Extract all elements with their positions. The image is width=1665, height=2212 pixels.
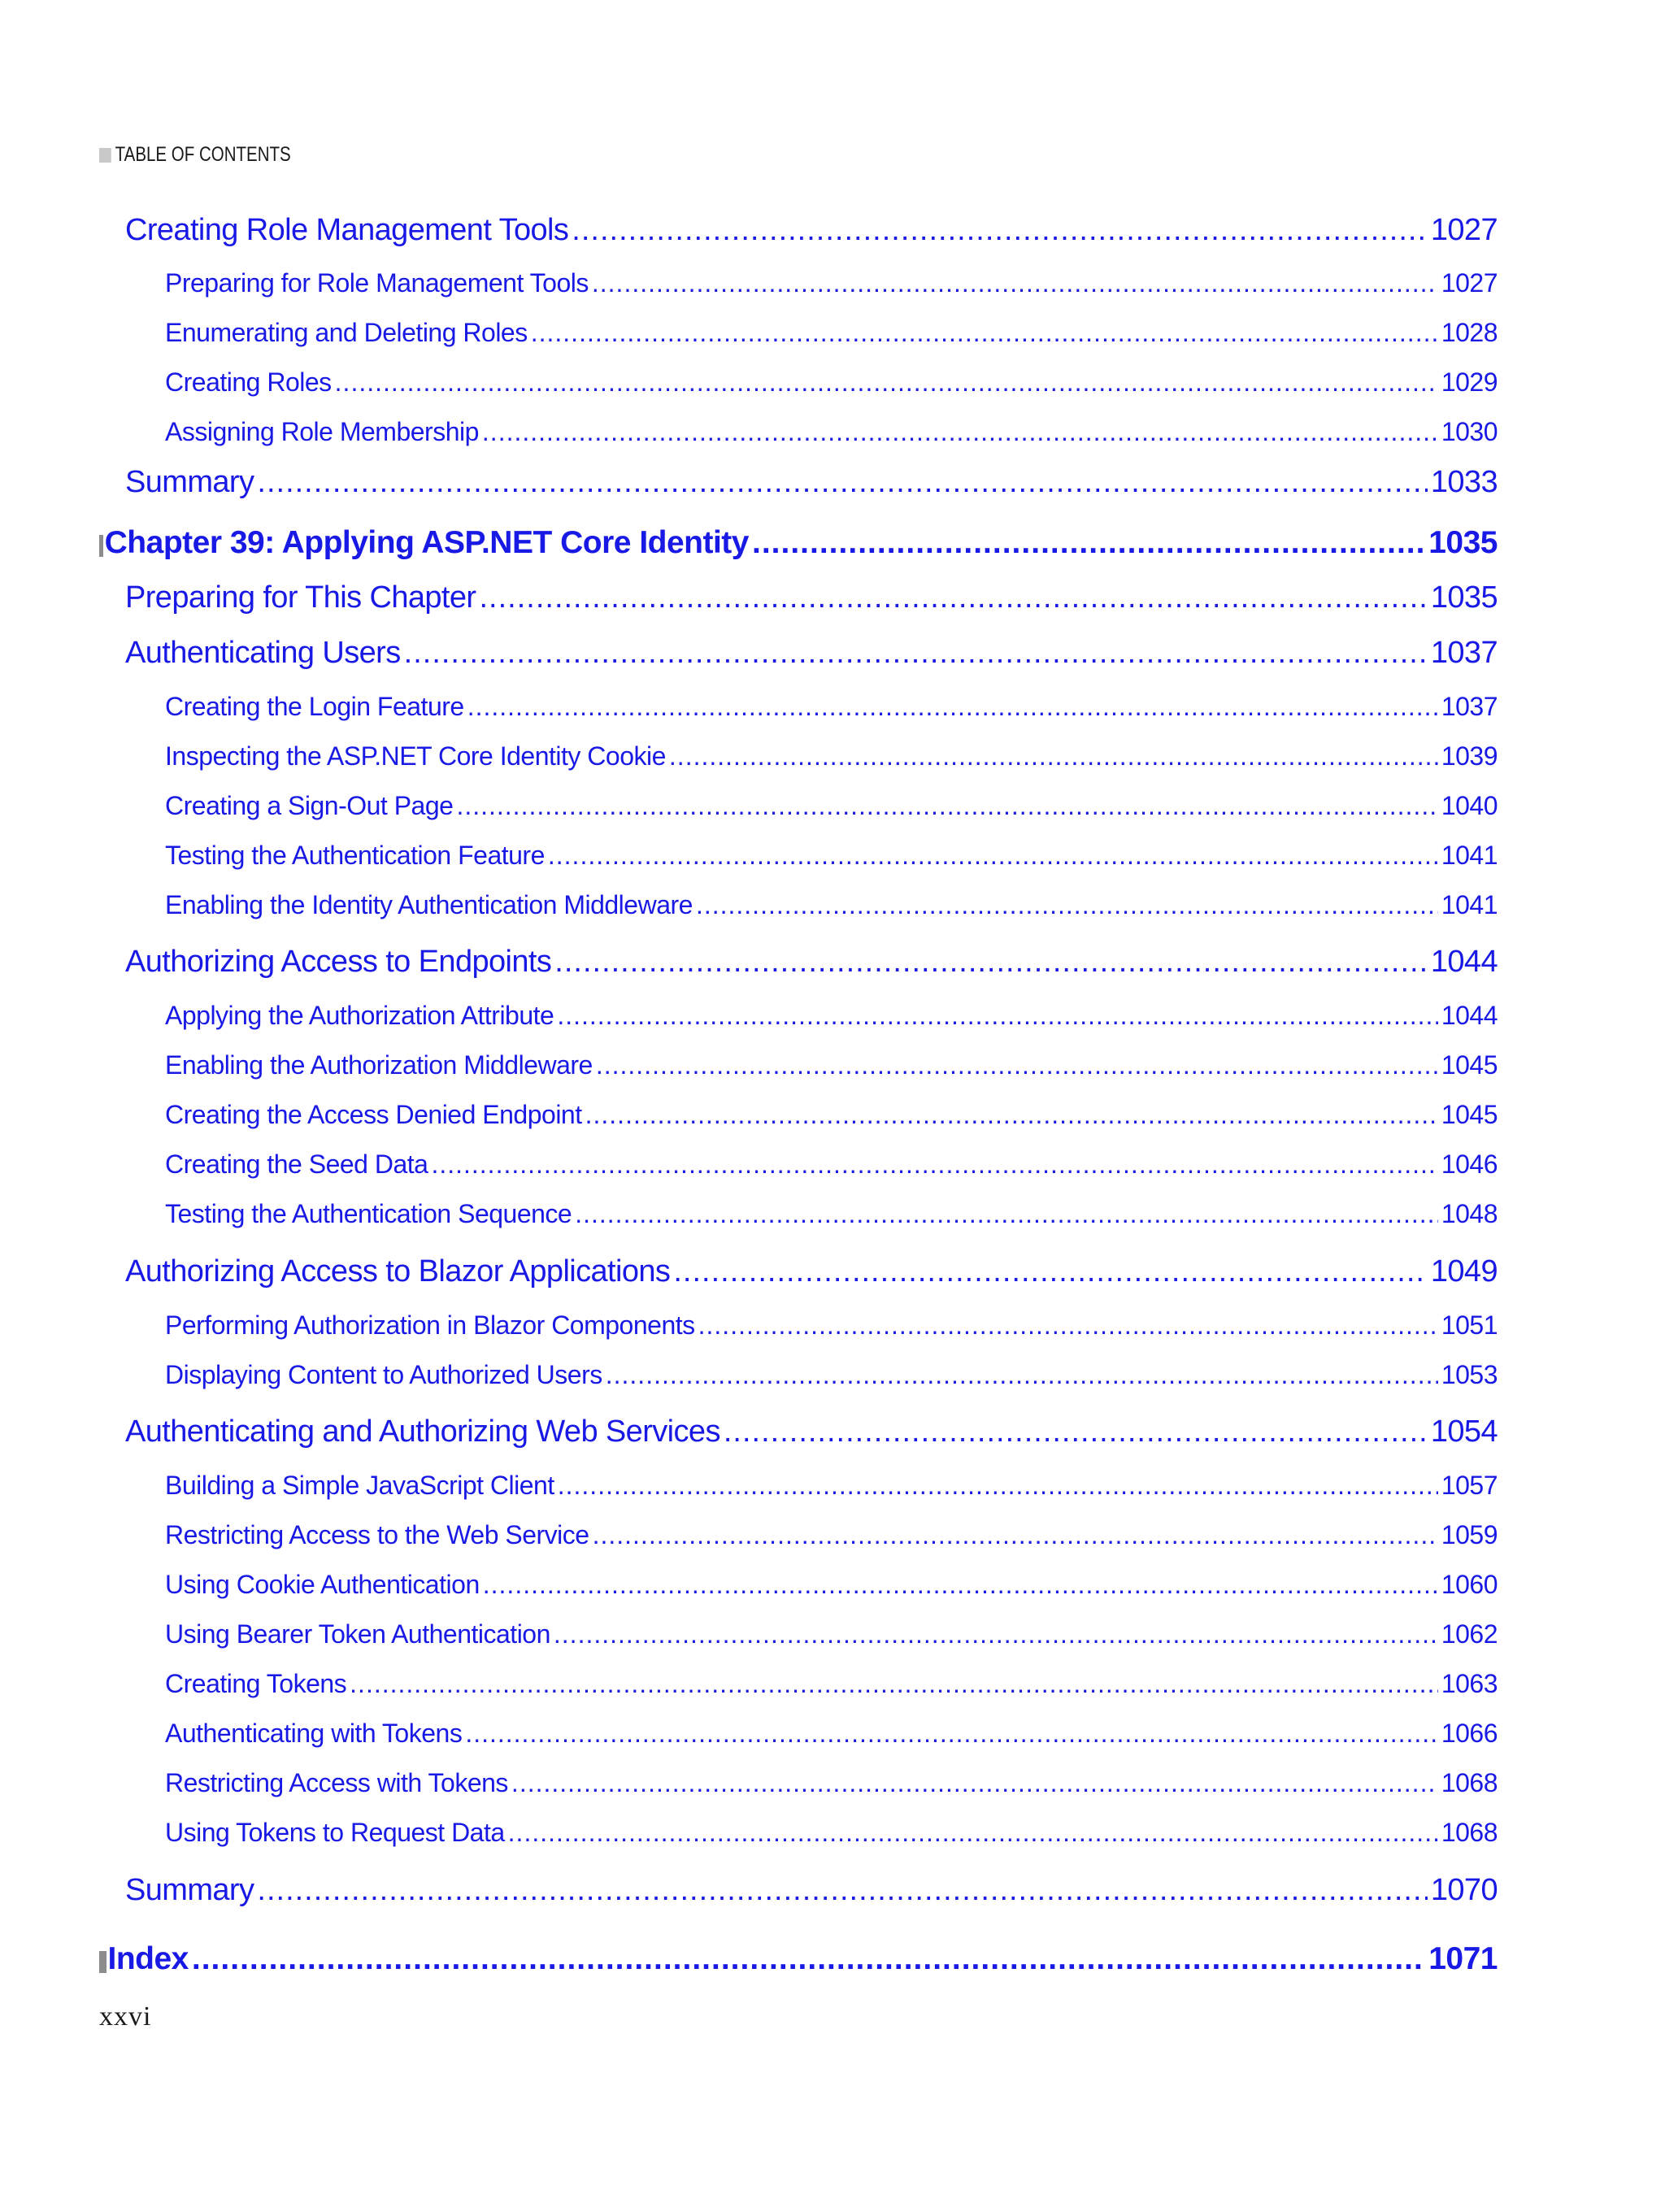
- dot-leader: [548, 841, 1438, 871]
- toc-entry[interactable]: [99, 525, 1498, 566]
- toc-entry-title[interactable]: Using Cookie Authentication: [165, 1570, 480, 1599]
- toc-entry-title[interactable]: Enabling the Authorization Middleware: [165, 1050, 593, 1080]
- toc-entry-title[interactable]: Building a Simple JavaScript Client: [165, 1471, 554, 1500]
- toc-entry[interactable]: [165, 1669, 1498, 1703]
- toc-entry-page[interactable]: 1059: [1441, 1520, 1498, 1549]
- toc-entry-title[interactable]: Using Bearer Token Authentication: [165, 1619, 550, 1649]
- toc-entry-title[interactable]: Displaying Content to Authorized Users: [165, 1360, 602, 1389]
- toc-entry-title[interactable]: Restricting Access to the Web Service: [165, 1520, 589, 1549]
- toc-entry-title[interactable]: Creating Role Management Tools: [125, 213, 569, 247]
- toc-entry-title[interactable]: Enumerating and Deleting Roles: [165, 318, 528, 347]
- toc-entry[interactable]: [165, 1199, 1498, 1233]
- toc-entry-page[interactable]: 1039: [1441, 741, 1498, 771]
- toc-entry-title[interactable]: Authorizing Access to Blazor Applications: [125, 1254, 671, 1289]
- toc-entry-page[interactable]: 1054: [1430, 1415, 1498, 1449]
- toc-entry[interactable]: [165, 417, 1498, 451]
- toc-entry[interactable]: [165, 1570, 1498, 1604]
- toc-entry-title[interactable]: Preparing for This Chapter: [125, 580, 476, 615]
- running-header: [99, 143, 291, 167]
- chapter-marker-icon: [99, 1951, 107, 1973]
- toc-entry-title[interactable]: Index: [107, 1941, 189, 1976]
- toc-entry[interactable]: [165, 1050, 1498, 1084]
- toc-entry-page[interactable]: 1068: [1441, 1818, 1498, 1847]
- toc-entry-page[interactable]: 1037: [1441, 692, 1498, 721]
- toc-entry-title[interactable]: Restricting Access with Tokens: [165, 1768, 508, 1797]
- toc-entry[interactable]: [125, 580, 1498, 619]
- header-square-icon: [99, 148, 111, 163]
- toc-entry[interactable]: [165, 1768, 1498, 1802]
- toc-entry-page[interactable]: 1060: [1441, 1570, 1498, 1599]
- dot-leader: [572, 213, 1428, 248]
- toc-entry[interactable]: [165, 1818, 1498, 1852]
- toc-entry-title[interactable]: Applying the Authorization Attribute: [165, 1001, 554, 1030]
- toc-entry-page[interactable]: 1029: [1441, 367, 1498, 397]
- dot-leader: [192, 1941, 1425, 1977]
- toc-entry-page[interactable]: 1053: [1441, 1360, 1498, 1389]
- toc-entry-page[interactable]: 1051: [1441, 1310, 1498, 1340]
- toc-entry[interactable]: [165, 741, 1498, 776]
- dot-leader: [404, 636, 1428, 671]
- toc-entry-page[interactable]: 1046: [1441, 1149, 1498, 1179]
- toc-entry[interactable]: [165, 318, 1498, 352]
- toc-entry-title[interactable]: Chapter 39: Applying ASP.NET Core Identity: [104, 525, 749, 560]
- toc-entry-page[interactable]: 1037: [1430, 636, 1498, 670]
- toc-entry[interactable]: [165, 1001, 1498, 1035]
- toc-entry-page[interactable]: 1027: [1441, 268, 1498, 298]
- toc-entry-page[interactable]: 1041: [1441, 890, 1498, 919]
- toc-entry-page[interactable]: 1066: [1441, 1719, 1498, 1748]
- toc-entry-page[interactable]: 1071: [1428, 1941, 1498, 1976]
- dot-leader: [593, 1520, 1438, 1550]
- toc-entry[interactable]: [125, 465, 1498, 504]
- toc-entry-title[interactable]: Inspecting the ASP.NET Core Identity Cookie: [165, 741, 666, 771]
- toc-entry-page[interactable]: 1048: [1441, 1199, 1498, 1228]
- dot-leader: [350, 1669, 1438, 1699]
- toc-entry[interactable]: [165, 1719, 1498, 1753]
- dot-leader: [554, 1619, 1438, 1649]
- dot-leader: [606, 1360, 1438, 1390]
- dot-leader: [431, 1149, 1437, 1180]
- toc-entry-page[interactable]: 1045: [1441, 1050, 1498, 1080]
- toc-entry-title[interactable]: Creating the Access Denied Endpoint: [165, 1100, 582, 1129]
- toc-entry[interactable]: [165, 1471, 1498, 1505]
- toc-entry-page[interactable]: 1027: [1430, 213, 1498, 247]
- toc-entry[interactable]: [165, 1100, 1498, 1134]
- toc-entry-title[interactable]: Testing the Authentication Feature: [165, 841, 545, 870]
- toc-entry-title[interactable]: Creating Roles: [165, 367, 332, 397]
- toc-entry-page[interactable]: 1049: [1430, 1254, 1498, 1289]
- toc-entry-title[interactable]: Assigning Role Membership: [165, 417, 479, 446]
- toc-entry[interactable]: [165, 268, 1498, 302]
- dot-leader: [585, 1100, 1438, 1130]
- toc-entry-page[interactable]: 1070: [1430, 1873, 1498, 1907]
- toc-entry[interactable]: [125, 1254, 1498, 1293]
- dot-leader: [465, 1719, 1438, 1749]
- dot-leader: [558, 1471, 1438, 1501]
- dot-leader: [479, 580, 1427, 615]
- toc-entry-page[interactable]: 1045: [1441, 1100, 1498, 1129]
- toc-entry[interactable]: [165, 692, 1498, 726]
- dot-leader: [257, 465, 1427, 500]
- toc-entry-title[interactable]: Creating the Seed Data: [165, 1149, 428, 1179]
- toc-entry-page[interactable]: 1035: [1430, 580, 1498, 615]
- toc-entry-title[interactable]: Testing the Authentication Sequence: [165, 1199, 572, 1228]
- toc-entry[interactable]: [125, 213, 1498, 252]
- toc-entry-page[interactable]: 1044: [1441, 1001, 1498, 1030]
- toc-entry-title[interactable]: Creating a Sign-Out Page: [165, 791, 454, 820]
- dot-leader: [592, 268, 1438, 298]
- toc-entry-title[interactable]: Creating Tokens: [165, 1669, 347, 1698]
- toc-entry-title[interactable]: Performing Authorization in Blazor Components: [165, 1310, 695, 1340]
- dot-leader: [554, 945, 1428, 980]
- toc-entry[interactable]: [165, 1149, 1498, 1184]
- running-header-title: TABLE OF CONTENTS: [115, 143, 291, 166]
- toc-entry[interactable]: [165, 367, 1498, 402]
- dot-leader: [467, 692, 1438, 722]
- toc-entry-page[interactable]: 1030: [1441, 417, 1498, 446]
- toc-entry[interactable]: [125, 636, 1498, 675]
- toc-entry-page[interactable]: 1057: [1441, 1471, 1498, 1500]
- toc-entry-title[interactable]: Authorizing Access to Endpoints: [125, 945, 552, 979]
- toc-entry[interactable]: [165, 841, 1498, 875]
- toc-entry-title[interactable]: Enabling the Identity Authentication Middleware: [165, 890, 693, 919]
- dot-leader: [669, 741, 1438, 771]
- toc-entry-page[interactable]: 1035: [1428, 525, 1498, 560]
- toc-entry[interactable]: [165, 791, 1498, 825]
- dot-leader: [456, 791, 1437, 821]
- dot-leader: [482, 417, 1438, 447]
- toc-entry[interactable]: [165, 1310, 1498, 1345]
- toc-entry[interactable]: [99, 1941, 1498, 1982]
- dot-leader: [335, 367, 1438, 398]
- toc-entry-page[interactable]: 1040: [1441, 791, 1498, 820]
- toc-entry-page[interactable]: 1033: [1430, 465, 1498, 499]
- toc-entry-page[interactable]: 1028: [1441, 318, 1498, 347]
- dot-leader: [752, 525, 1425, 561]
- dot-leader: [483, 1570, 1438, 1600]
- toc-entry-title[interactable]: Summary: [125, 1873, 254, 1907]
- chapter-marker-icon: [99, 535, 103, 557]
- page-number: xxvi: [99, 2001, 152, 2032]
- toc-entry-title[interactable]: Using Tokens to Request Data: [165, 1818, 505, 1847]
- toc-entry[interactable]: [125, 1873, 1498, 1912]
- toc-entry[interactable]: [125, 945, 1498, 984]
- toc-entry-page[interactable]: 1063: [1441, 1669, 1498, 1698]
- toc-entry-title[interactable]: Authenticating Users: [125, 636, 401, 670]
- toc-entry-page[interactable]: 1041: [1441, 841, 1498, 870]
- toc-entry-page[interactable]: 1062: [1441, 1619, 1498, 1649]
- toc-entry[interactable]: [125, 1415, 1498, 1454]
- dot-leader: [596, 1050, 1438, 1080]
- dot-leader: [508, 1818, 1438, 1848]
- dot-leader: [257, 1873, 1427, 1908]
- toc-entry-title[interactable]: Authenticating with Tokens: [165, 1719, 463, 1748]
- dot-leader: [698, 1310, 1438, 1341]
- toc-entry-title[interactable]: Preparing for Role Management Tools: [165, 268, 589, 298]
- toc-entry-title[interactable]: Creating the Login Feature: [165, 692, 464, 721]
- toc-entry-page[interactable]: 1068: [1441, 1768, 1498, 1797]
- toc-entry[interactable]: [165, 1520, 1498, 1554]
- dot-leader: [511, 1768, 1438, 1798]
- toc-entry-page[interactable]: 1044: [1430, 945, 1498, 979]
- dot-leader: [724, 1415, 1428, 1449]
- dot-leader: [673, 1254, 1428, 1289]
- dot-leader: [531, 318, 1438, 348]
- toc-entry[interactable]: [165, 1360, 1498, 1394]
- toc-entry[interactable]: [165, 1619, 1498, 1654]
- dot-leader: [575, 1199, 1438, 1229]
- toc-entry-title[interactable]: Summary: [125, 465, 254, 499]
- toc-entry-title[interactable]: Authenticating and Authorizing Web Services: [125, 1415, 720, 1449]
- toc-entry[interactable]: [165, 890, 1498, 924]
- dot-leader: [557, 1001, 1437, 1031]
- dot-leader: [696, 890, 1438, 920]
